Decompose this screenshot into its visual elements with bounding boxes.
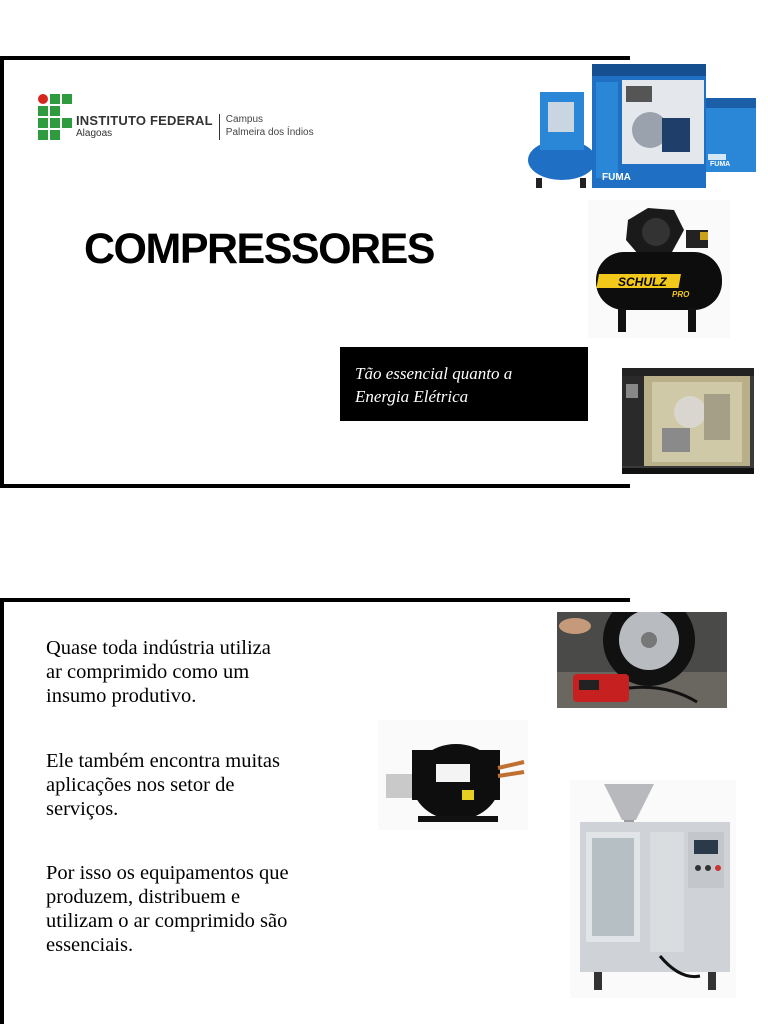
packaging-machine-image — [570, 780, 736, 998]
fuma-logo-small: FUMA — [710, 161, 731, 168]
logo-text — [76, 92, 213, 139]
institution-logo — [38, 92, 314, 140]
industrial-compressor-image — [618, 362, 760, 476]
paragraph-line: utilizam o ar comprimido são — [46, 910, 288, 932]
blue-screw-compressors-image — [522, 58, 760, 192]
schulz-logo: SCHULZ — [618, 275, 667, 289]
paragraph-services — [46, 749, 280, 821]
paragraph-line: Ele também encontra muitas — [46, 750, 280, 772]
paragraph-industry — [46, 636, 271, 708]
page-title: COMPRESSORES — [84, 225, 434, 273]
logo-campus — [226, 113, 314, 139]
paragraph-line: ar comprimido como um — [46, 661, 250, 683]
paragraph-essential — [46, 861, 289, 957]
logo-campus-name: Palmeira dos Índios — [225, 127, 314, 138]
schulz-compressor-image — [588, 200, 730, 338]
logo-institution: INSTITUTO FEDERAL — [76, 113, 213, 128]
slide-border-top — [0, 598, 630, 602]
fuma-logo: FUMA — [602, 172, 631, 183]
logo-mark-icon — [38, 94, 72, 140]
paragraph-line: insumo produtivo. — [46, 685, 197, 707]
paragraph-line: aplicações nos setor de — [46, 774, 235, 796]
paragraph-line: produzem, distribuem e — [46, 886, 241, 908]
slide-border-left — [0, 598, 4, 1024]
paragraph-line: serviços. — [46, 798, 119, 820]
schulz-pro-label: PRO — [672, 290, 690, 299]
slide-border-left — [0, 56, 4, 488]
tagline-line-2: Energia Elétrica — [355, 387, 469, 406]
paragraph-line: Quase toda indústria utiliza — [46, 637, 271, 659]
hermetic-compressor-image — [378, 720, 528, 830]
paragraph-line: Por isso os equipamentos que — [46, 862, 289, 884]
logo-divider — [219, 114, 220, 140]
logo-campus-label: Campus — [225, 114, 264, 125]
logo-state: Alagoas — [76, 128, 113, 139]
tagline-box — [340, 347, 588, 421]
paragraph-line: essenciais. — [46, 934, 134, 956]
tire-inflator-image — [557, 612, 727, 708]
tagline-line-1: Tão essencial quanto a — [355, 364, 513, 383]
slide-border-bottom — [0, 484, 630, 488]
